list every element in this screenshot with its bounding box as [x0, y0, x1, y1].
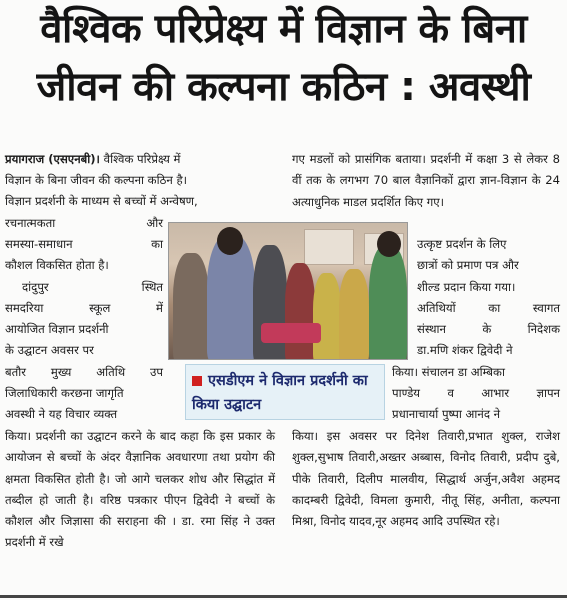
col1-line-10: जिलाधिकारी करछना जागृति	[5, 386, 124, 400]
col2-top: गए मडलों को प्रासंगिक बताया। प्रदर्शनी में कक्षा 3 से लेकर 8 वीं तक के लगभग 70 बाल वैज्ञानिकों द्वारा ज्ञान-विज्ञान के 24 अत्याधुनिक माडल प्रदर्शित किए गए।	[292, 152, 560, 209]
col1-line-6: समदरिया स्कूल में	[5, 301, 163, 315]
subheading-box	[185, 364, 385, 420]
col2-line-3: अतिथियों का स्वागत	[417, 301, 560, 315]
col2-line-8: प्रधानाचार्या पुष्पा आनंद ने	[392, 407, 501, 421]
col1-line-4: कौशल विकसित होता है।	[5, 258, 109, 272]
col1-line-8: के उद्घाटन अवसर पर	[5, 343, 94, 357]
col1-line-7: आयोजित विज्ञान प्रदर्शनी	[5, 322, 109, 336]
col1-p1-rest: वैश्विक परिप्रेक्ष्य में	[103, 152, 181, 166]
subheading: एसडीएम ने विज्ञान प्रदर्शनी का किया उद्घाटन	[192, 373, 368, 413]
col2-line-6: किया। संचालन डा अम्बिका	[392, 365, 505, 379]
col2-bottom: किया। इस अवसर पर दिनेश तिवारी,प्रभात शुक्ल, राजेश शुक्ल,सुभाष तिवारी,अख्तर अब्बास, विनोद तिवारी, प्रदीप दुबे, पीके तिवारी, दिलीप मालवीय, सिद्धार्थ अर्जुन,अवैश अहमद कादम्बरी द्विवेदी, विमला कुमारी, नीतू सिंह, अनीता, कल्पना मिश्रा, विनोद यादव,नूर अहमद आदि उपस्थित रहे।	[292, 429, 560, 529]
col1-bottom: किया। प्रदर्शनी का उद्घाटन करने के बाद कहा कि इस प्रकार के आयोजन से बच्चों के अंदर वैज्ञानिक अवधारणा तथा प्रयोग की क्षमता विकसित होती है। जो आगे चलकर शोध और सिद्धांत में तब्दील हो जाती है। वरिष्ठ पत्रकार पीएन द्विवेदी ने बच्चों के कौशल और जिज्ञासा की सराहना की । डा. रमा सिंह ने उक्त प्रदर्शनी में रखे	[5, 429, 275, 550]
col2-line-1: छात्रों को प्रमाण पत्र और	[417, 258, 519, 272]
col2-line-4: संस्थान के निदेशक	[417, 322, 560, 336]
red-square-icon	[192, 376, 202, 386]
col2-line-7: पाण्डेय व आभार ज्ञापन	[392, 386, 560, 400]
headline-line-2: जीवन की कल्पना कठिन : अवस्थी	[36, 64, 531, 110]
col1-line-11: अवस्थी ने यह विचार व्यक्त	[5, 407, 118, 421]
col2-line-2: शील्ड प्रदान किया गया।	[417, 280, 516, 294]
col1-line-1: विज्ञान प्रदर्शनी के माध्यम से बच्चों में अन्वेषण,	[5, 194, 198, 208]
col1-line-2: रचनात्मकता और	[5, 216, 163, 230]
col1-line-0: विज्ञान के बिना जीवन की कल्पना कठिन है।	[5, 173, 188, 187]
col1-line-3: समस्या-समाधान का	[5, 237, 163, 251]
col1-intro	[5, 149, 275, 170]
headline	[0, 0, 567, 124]
dateline: प्रयागराज (एसएनबी)।	[5, 152, 100, 166]
col2-line-5: डा.मणि शंकर द्विवेदी ने	[417, 343, 513, 357]
col2-line-0: उत्कृष्ट प्रदर्शन के लिए	[417, 237, 507, 251]
bottom-rule	[0, 595, 567, 598]
col1-line-9: बतौर मुख्य अतिथि उप	[5, 365, 163, 379]
col1-line-5: दांदुपुर स्थित	[22, 280, 163, 294]
event-photo	[168, 222, 408, 360]
headline-line-1: वैश्विक परिप्रेक्ष्य में विज्ञान के बिना	[40, 6, 527, 52]
